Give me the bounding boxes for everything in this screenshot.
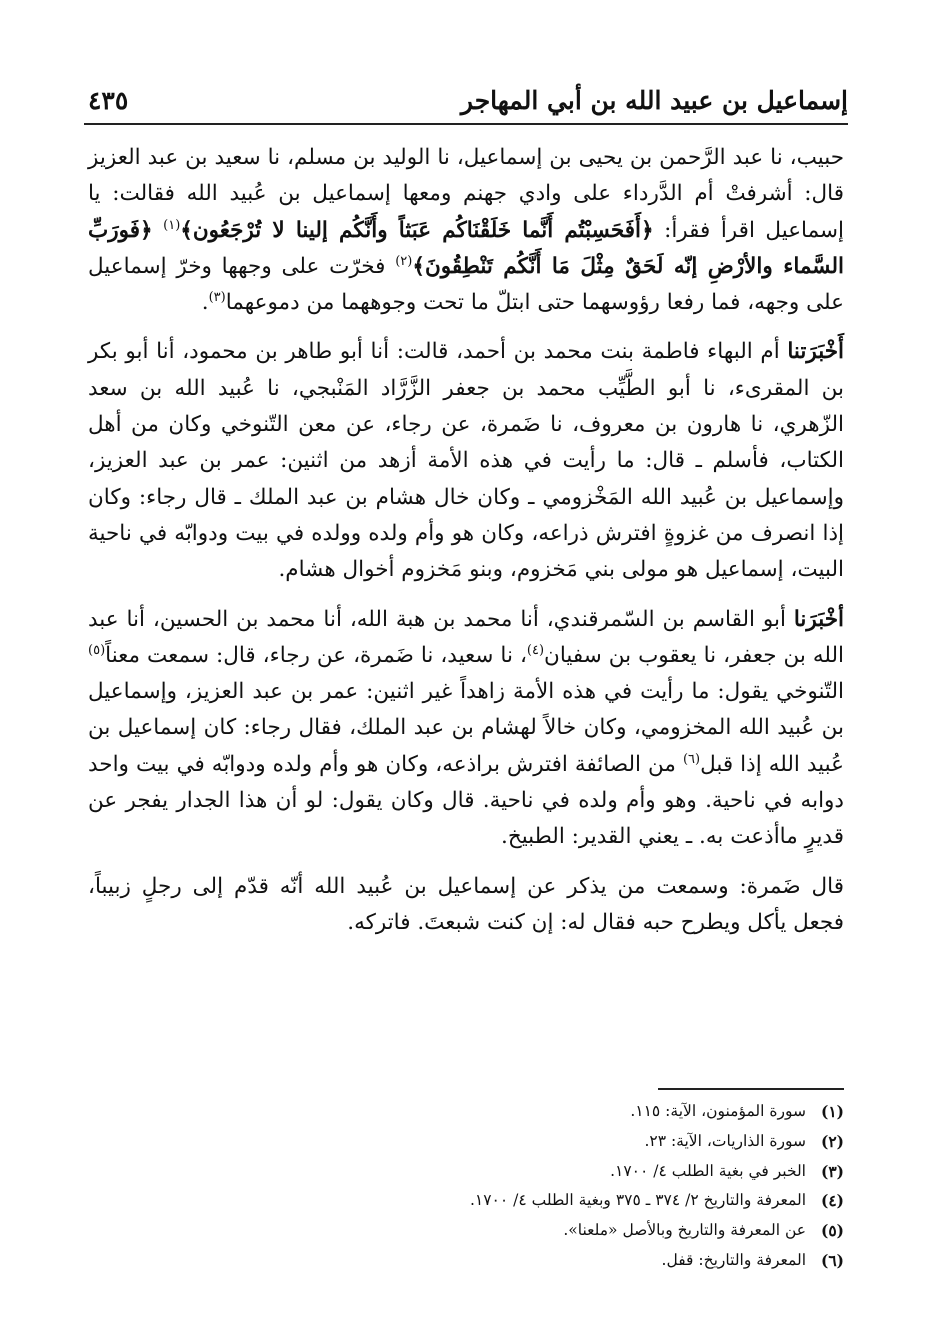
paragraph-text: التّنوخي يقول: ما رأيت في هذه الأمة زاهداً غير اثنين: عمر بن عبد العزيز، وإسماعيل بن عُبيد الله المخزومي، وكان خالاً لهشام بن عبد الملك، فقال رجاء: كان إسماعيل بن عُبيد الله إذا قبل	[88, 679, 844, 777]
footnote	[200, 1157, 844, 1187]
footnote	[200, 1216, 844, 1246]
footnote-number: (٥)	[820, 1221, 844, 1241]
footnote	[200, 1246, 844, 1276]
footnote-text: الخبر في بغية الطلب ٤/ ١٧٠٠.	[610, 1161, 806, 1180]
paragraph-text: .	[201, 290, 209, 316]
page-header	[88, 82, 848, 116]
footnote-ref-1: (١)	[163, 217, 181, 233]
paragraph-3	[88, 602, 844, 856]
quran-verse: ﴿فَورَبِّ السَّماء والأرْضِ إنّه لَحَقٌ مِثْلَ مَا أَنَّكُم تَنْطِقُونَ﴾	[88, 217, 845, 279]
footnote-ref-2: (٢)	[395, 253, 413, 269]
footnote-number: (٣)	[820, 1161, 844, 1181]
footnote-number: (١)	[820, 1102, 844, 1121]
paragraph-text: ، نا سعيد، نا ضَمرة، عن رجاء، قال: سمعت معناً	[105, 642, 527, 668]
footnote-text: المعرفة والتاريخ: قفل.	[661, 1250, 806, 1269]
footnotes	[200, 1097, 844, 1276]
paragraph-1	[88, 140, 844, 321]
paragraph-text: أم البهاء فاطمة بنت محمد بن أحمد، قالت: أنا أبو طاهر بن محمود، أنا أبو بكر بن المقرىء، نا أبو الطَّيِّب محمد بن جعفر الزَّرَّاد المَنْبجي، نا عُبيد الله بن سعد الزّهري، نا هارون بن معروف، نا ضَمرة، عن رجاء، عن معن التّنوخي وكان من أهل الكتاب، فأسلم ـ قال: ما رأيت في هذه الأمة أزهد من اثنين: عمر بن عبد العزيز، وإسماعيل بن عُبيد الله المَخْزومي ـ وكان خال هشام بن عبد الملك ـ قال رجاء: وكان إذا انصرف من غزوةٍ افترش ذراعه، وكان هو وأم ولده وولده في بيت ودوابّه في ناحية البيت، إسماعيل هو مولى بني مَخزوم، وبنو مَخزوم أخوال هشام.	[88, 339, 844, 583]
paragraph-4	[88, 869, 844, 942]
paragraph-text: حبيب، نا عبد الرَّحمن بن يحيى بن إسماعيل، نا الوليد بن مسلم، نا سعيد بن عبد العزيز قال: أشرفتْ أم الدَّرداء على وادي جهنم ومعها إسماعيل بن عُبيد الله فقالت: يا إسماعيل اقرأ فقرأ:	[88, 145, 844, 243]
footnote-number: (٤)	[820, 1191, 844, 1211]
main-text	[88, 140, 844, 941]
paragraph-text: أبو القاسم بن السّمرقندي، أنا محمد بن هبة الله، أنا محمد بن الحسين، أنا عبد الله بن جعفر، نا يعقوب بن سفيان	[88, 606, 844, 668]
footnote	[200, 1186, 844, 1216]
isnad-lead-word: أخْبَرَنا	[793, 606, 844, 632]
quran-verse: ﴿أَفَحَسِبْتُم أَنَّما خَلَقْنَاكُم عَبَثاً وأَنَّكُم إلينا لا تُرْجَعُون﴾	[180, 217, 654, 243]
footnote-ref-3: (٣)	[208, 290, 226, 306]
header-rule	[84, 123, 848, 125]
isnad-lead-word: أَخْبَرَتنا	[787, 339, 844, 365]
footnote-text: سورة المؤمنون، الآية: ١١٥.	[630, 1102, 806, 1120]
paragraph-text: قال ضَمرة: وسمعت من يذكر عن إسماعيل بن عُبيد الله أنّه قدّم إلى رجلٍ زبيباً، فجعل يأكل ويطرح حبه فقال له: إن كنت شبعتَ. فاتركه.	[88, 873, 844, 935]
footnote-text: سورة الذاريات، الآية: ٢٣.	[644, 1131, 806, 1150]
footnote-number: (٦)	[820, 1250, 844, 1270]
footnote-text: المعرفة والتاريخ ٢/ ٣٧٤ ـ ٣٧٥ وبغية الطلب ٤/ ١٧٠٠.	[469, 1191, 806, 1210]
paragraph-text: من الصائفة افترش براذعه، وكان هو وأم ولده ودوابّه في بيت واحد دوابه في ناحية. وهو وأم ولده في ناحية. قال وكان يقول: لو أن هذا الجدار يفجر عن قديرٍ ماأذعت به. ـ يعني القدير: الطبيخ.	[88, 751, 844, 850]
footnote-ref-4: (٤)	[526, 642, 545, 658]
page-number: ٤٣٥	[88, 86, 129, 115]
paragraph-2	[88, 334, 844, 588]
footnote-text: عن المعرفة والتاريخ وبالأصل «ملعنا».	[563, 1221, 806, 1240]
footnote	[200, 1097, 844, 1127]
footnote	[200, 1127, 844, 1157]
paragraph-text: فخرّت على وجهها وخرّ إسماعيل على وجهه، فما رفعا رؤوسهما حتى ابتلّ ما تحت وجوههما من دموعهما	[88, 253, 844, 316]
running-title: إسماعيل بن عبيد الله بن أبي المهاجر	[460, 86, 848, 115]
footnote-rule	[658, 1088, 844, 1090]
footnote-ref-6: (٦)	[682, 751, 701, 767]
footnote-ref-5: (٥)	[88, 642, 106, 658]
footnote-number: (٢)	[820, 1131, 844, 1151]
